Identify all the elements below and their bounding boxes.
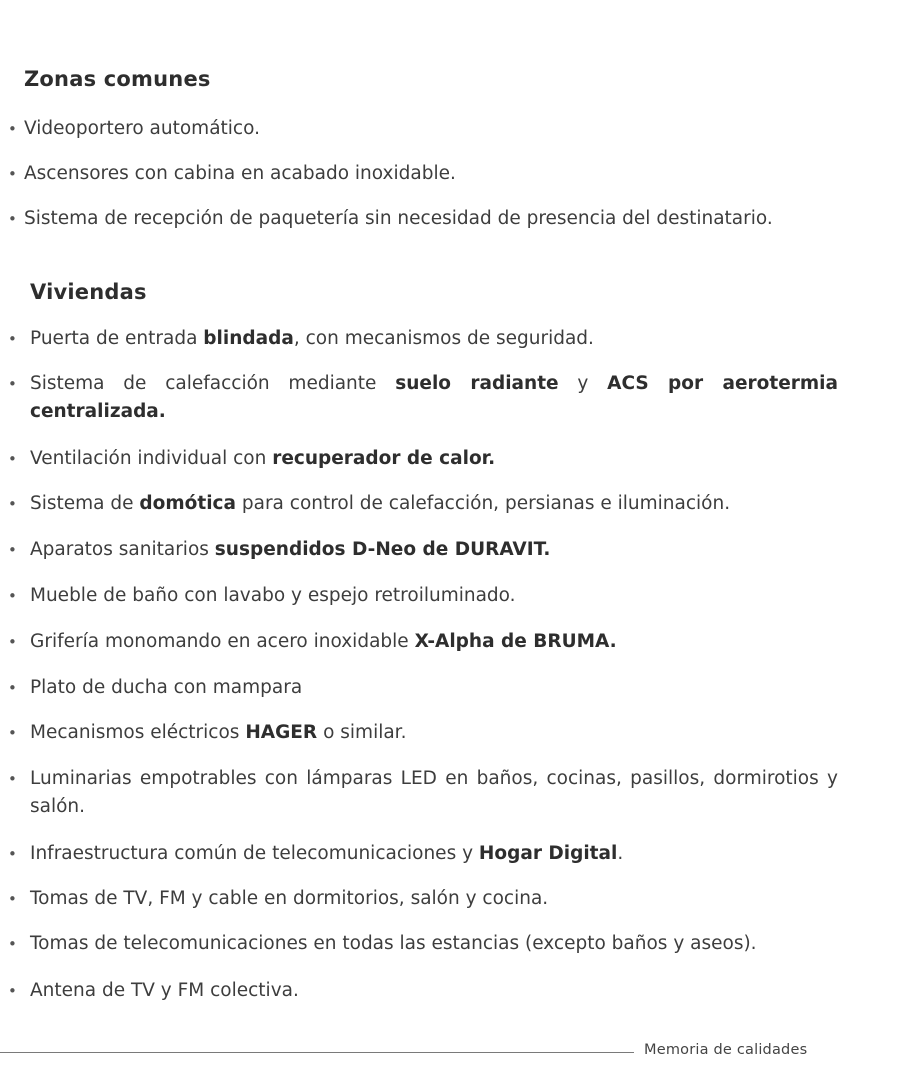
text-run: . — [617, 843, 624, 864]
bullet-icon: • — [8, 770, 17, 788]
bullet-icon: • — [8, 330, 17, 348]
list-item-text — [30, 370, 838, 426]
bullet-icon: • — [8, 633, 17, 651]
text-run: Tomas de TV, FM y cable en dormitorios, salón y cocina. — [30, 888, 549, 909]
text-run: , con mecanismos de seguridad. — [293, 328, 594, 349]
list-item-text — [24, 115, 832, 143]
text-run: Tomas de telecomunicaciones en todas las estancias (excepto baños y aseos). — [30, 933, 757, 954]
bullet-icon: • — [8, 495, 17, 513]
bullet-icon: • — [8, 165, 17, 183]
bold-text: suelo radiante — [395, 373, 559, 394]
bold-text: X-Alpha de BRUMA. — [414, 631, 617, 652]
list-item-text — [30, 582, 838, 610]
text-run: y — [558, 373, 608, 394]
bold-text: domótica — [139, 493, 236, 514]
text-run: Sistema de calefacción mediante — [30, 373, 396, 394]
bullet-icon: • — [8, 982, 17, 1000]
bullet-icon: • — [8, 375, 17, 393]
bold-text: recuperador de calor. — [272, 448, 496, 469]
list-item-text — [30, 719, 838, 747]
list-item-text — [30, 674, 838, 702]
list-item-text — [30, 490, 838, 518]
bullet-icon: • — [8, 210, 17, 228]
text-run: Videoportero automático. — [24, 118, 260, 139]
text-run: o similar. — [317, 722, 407, 743]
text-run: Ventilación individual con — [30, 448, 273, 469]
text-run: Plato de ducha con mampara — [30, 677, 303, 698]
list-item-text — [30, 445, 838, 473]
bullet-icon: • — [8, 120, 17, 138]
section-title-zonas-comunes: Zonas comunes — [24, 67, 211, 91]
text-run: Grifería monomando en acero inoxidable — [30, 631, 415, 652]
bullet-icon: • — [8, 935, 17, 953]
bullet-icon: • — [8, 724, 17, 742]
text-run: Aparatos sanitarios — [30, 539, 215, 560]
bullet-icon: • — [8, 541, 17, 559]
list-item-text — [30, 840, 838, 868]
list-item-text — [30, 628, 838, 656]
bullet-icon: • — [8, 890, 17, 908]
list-item-text — [24, 205, 832, 233]
section-title-viviendas: Viviendas — [30, 280, 147, 304]
bold-text: HAGER — [245, 722, 318, 743]
text-run: Antena de TV y FM colectiva. — [30, 980, 299, 1001]
text-run: Sistema de recepción de paquetería sin necesidad de presencia del destinatario. — [24, 208, 773, 229]
list-item-text — [30, 536, 838, 564]
text-run: Puerta de entrada — [30, 328, 204, 349]
bold-text: ACS por aerotermia centralizada. — [30, 373, 838, 422]
bold-text: suspendidos D-Neo de DURAVIT. — [214, 539, 551, 560]
text-run: Infraestructura común de telecomunicaciones y — [30, 843, 479, 864]
bullet-icon: • — [8, 679, 17, 697]
list-item-text — [30, 325, 838, 353]
footer-divider — [0, 1052, 634, 1053]
text-run: para control de calefacción, persianas e iluminación. — [235, 493, 731, 514]
list-item-text — [30, 885, 838, 913]
text-run: Mecanismos eléctricos — [30, 722, 246, 743]
text-run: Luminarias empotrables con lámparas LED en baños, cocinas, pasillos, dormirotios y salón. — [30, 768, 838, 817]
bullet-icon: • — [8, 587, 17, 605]
text-run: Ascensores con cabina en acabado inoxidable. — [24, 163, 456, 184]
bullet-icon: • — [8, 450, 17, 468]
text-run: Sistema de — [30, 493, 140, 514]
bold-text: blindada — [203, 328, 294, 349]
bold-text: Hogar Digital — [478, 843, 618, 864]
list-item-text — [30, 765, 838, 821]
list-item-text — [30, 930, 838, 958]
footer-label: Memoria de calidades — [644, 1042, 808, 1058]
bullet-icon: • — [8, 845, 17, 863]
list-item-text — [24, 160, 832, 188]
list-item-text — [30, 977, 838, 1005]
text-run: Mueble de baño con lavabo y espejo retroiluminado. — [30, 585, 516, 606]
